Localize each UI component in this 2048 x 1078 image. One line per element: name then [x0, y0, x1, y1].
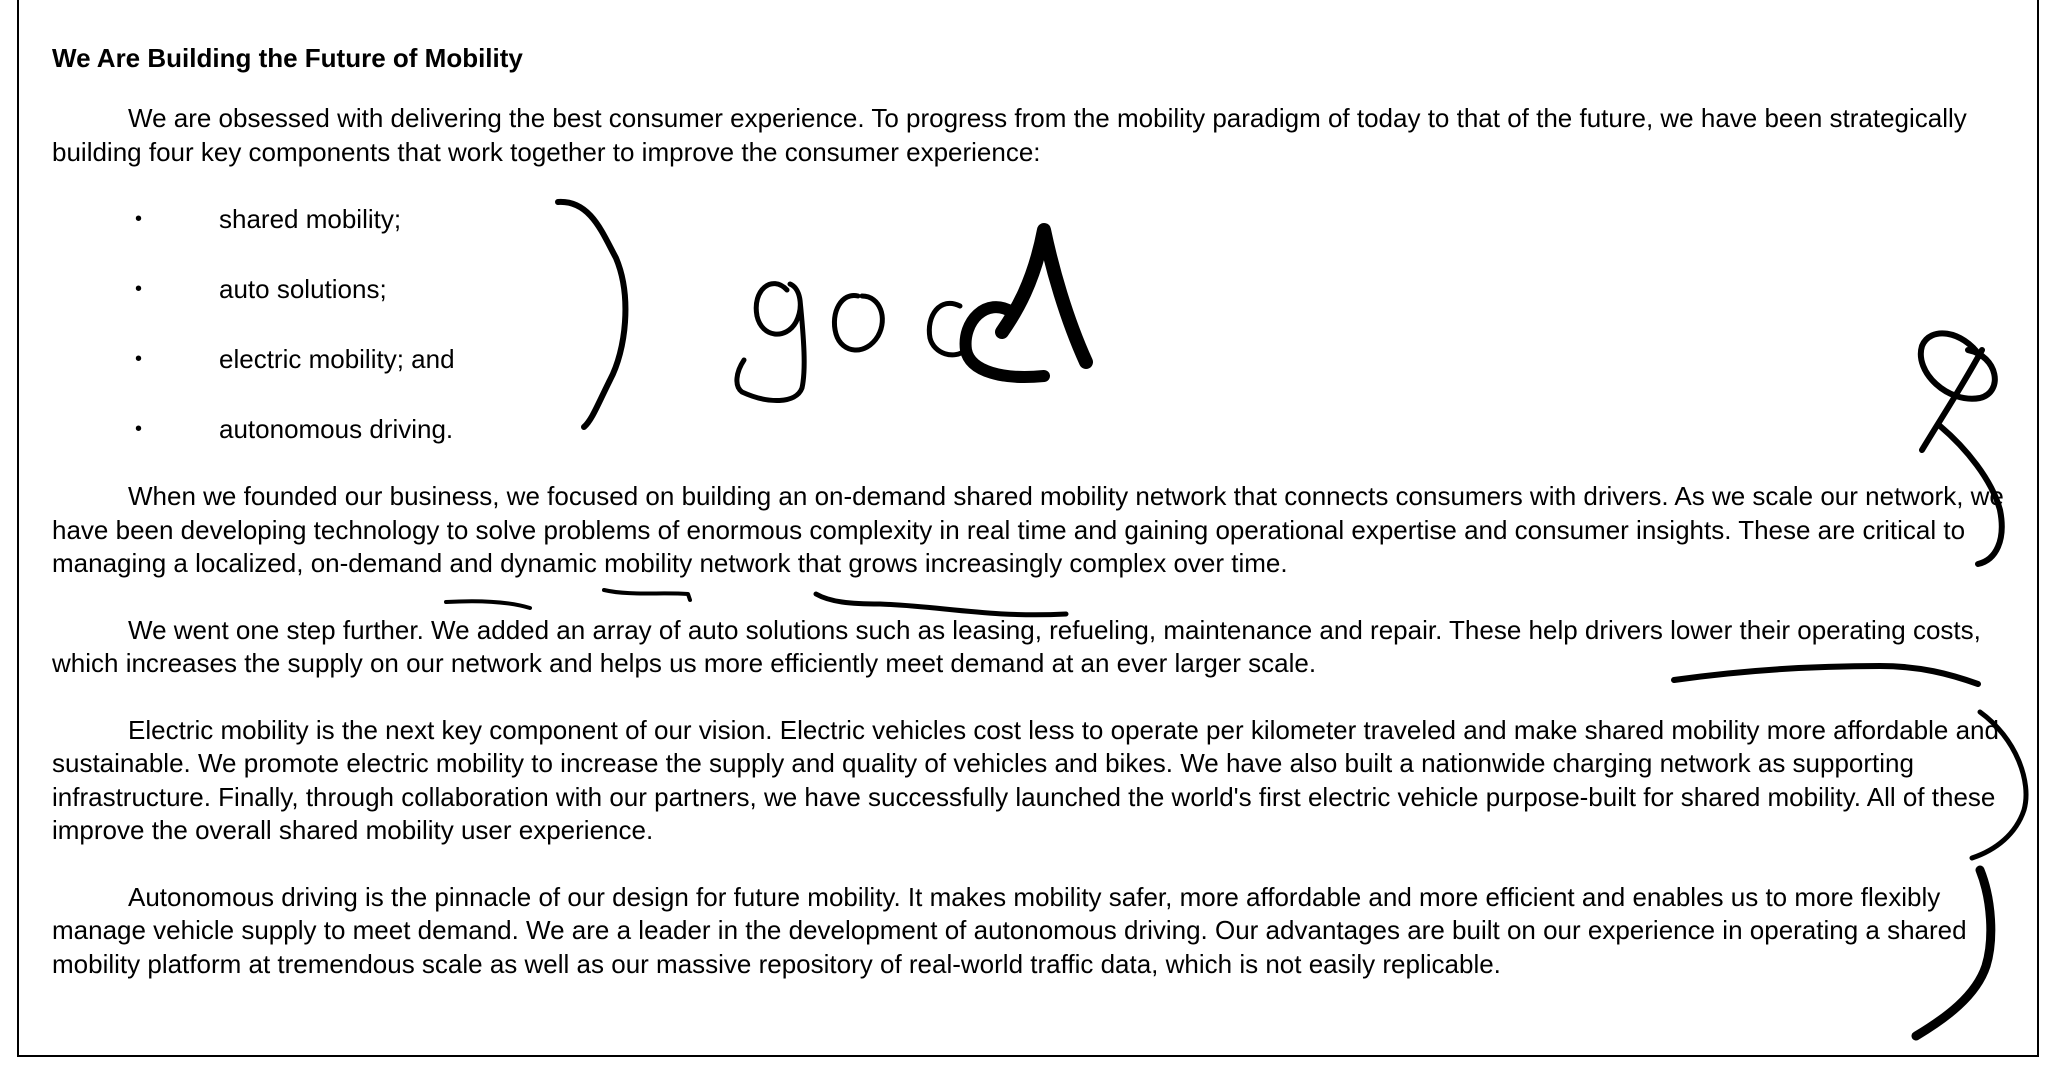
list-item-text: electric mobility; and [219, 344, 455, 374]
list-item-text: shared mobility; [219, 204, 402, 234]
list-item [52, 272, 2027, 307]
list-item [52, 412, 2027, 447]
component-list [52, 202, 2027, 447]
list-item [52, 202, 2027, 237]
list-item-text: autonomous driving. [219, 414, 454, 444]
autonomous-driving-paragraph: Autonomous driving is the pinnacle of our design for future mobility. It makes mobility safer, more affordable and more efficient and enables us to more flexibly manage vehicle supply to meet demand. We are a leader in the development of autonomous driving. Our advantages are built on our experience in operating a shared mobility platform at tremendous scale as well as our massive repository of real-world traffic data, which is not easily replicable. [52, 881, 1967, 979]
bullet-icon: • [135, 278, 143, 300]
list-item-text: auto solutions; [219, 274, 387, 304]
intro-paragraph: We are obsessed with delivering the best consumer experience. To progress from the mobility paradigm of today to that of the future, we have been strategically building four key components that work together to improve the consumer experience: [52, 103, 1967, 167]
shared-mobility-paragraph: When we founded our business, we focused on building an on-demand shared mobility network that connects consumers with drivers. As we scale our network, we have been developing technology to solve problems of enormous complexity in real time and gaining operational expertise and consumer insights. These are critical to managing a localized, on-demand and dynamic mobility network that grows increasingly complex over time. [52, 481, 2004, 578]
bullet-icon: • [135, 348, 143, 370]
bullet-icon: • [135, 208, 143, 230]
page-title: We Are Building the Future of Mobility [52, 43, 523, 73]
bullet-icon: • [135, 418, 143, 440]
auto-solutions-paragraph: We went one step further. We added an array of auto solutions such as leasing, refueling, maintenance and repair. These help drivers lower their operating costs, which increases the supply on our network and helps us more efficiently meet demand at an ever larger scale. [52, 614, 1981, 678]
list-item [52, 342, 2027, 377]
document-body [52, 38, 2027, 1014]
electric-mobility-paragraph: Electric mobility is the next key component of our vision. Electric vehicles cost less to operate per kilometer traveled and make shared mobility more affordable and sustainable. We promote electric mobility to increase the supply and quality of vehicles and bikes. We have also built a nationwide charging network as supporting infrastructure. Finally, through collaboration with our partners, we have successfully launched the world's first electric vehicle purpose-built for shared mobility. All of these improve the overall shared mobility user experience. [52, 714, 1999, 845]
